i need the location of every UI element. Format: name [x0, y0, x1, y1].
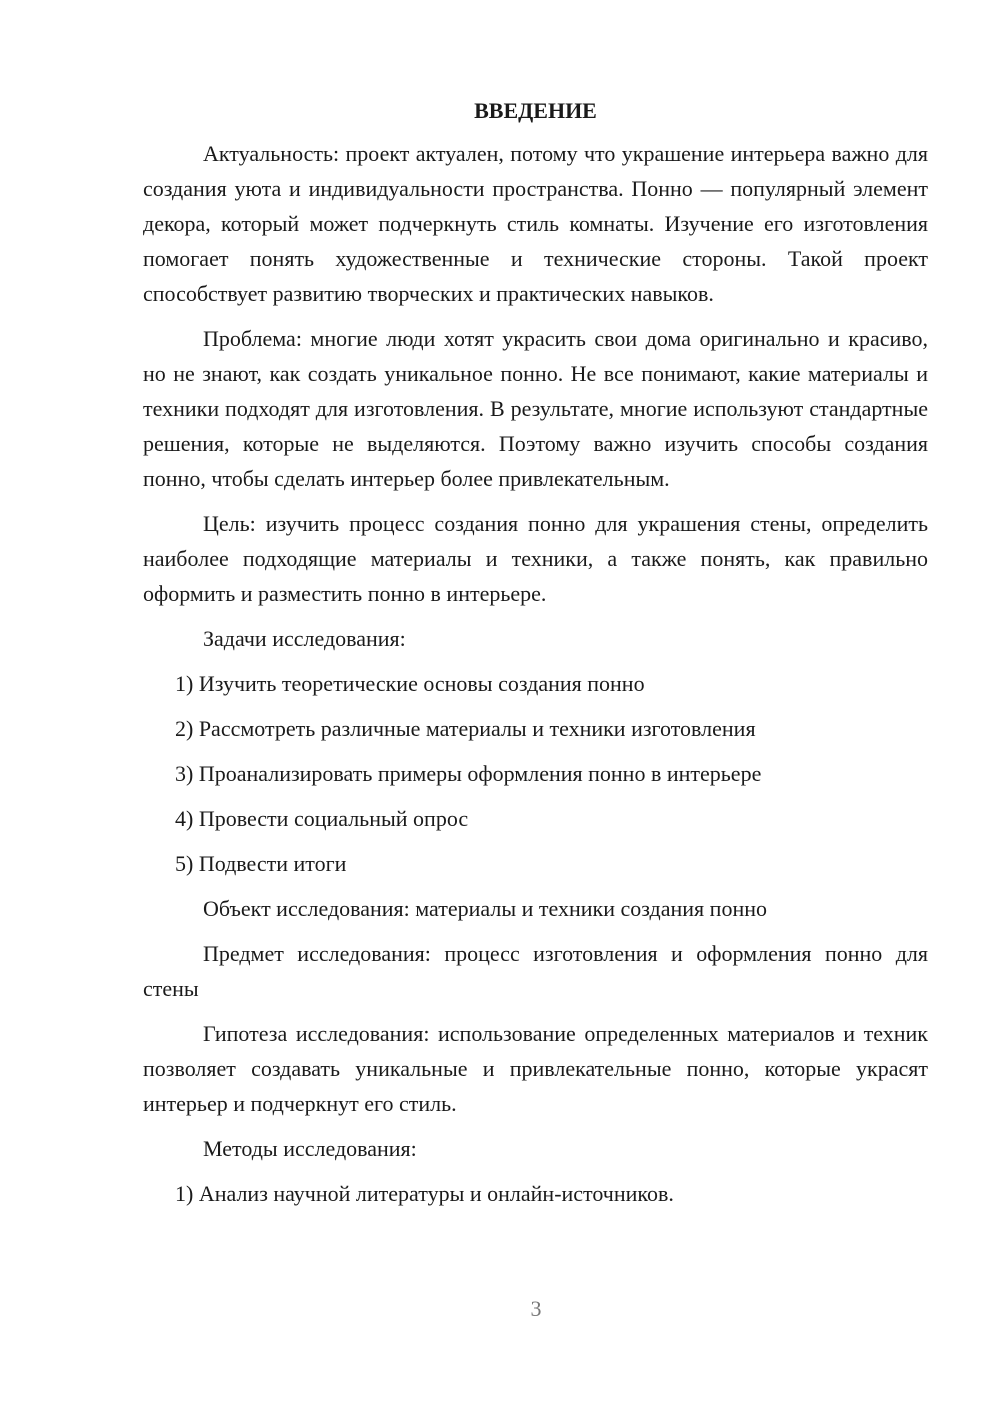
task-item-1: 1) Изучить теоретические основы создания понно	[175, 671, 645, 696]
research-subject: Предмет исследования: процесс изготовления и оформления понно для стены	[143, 941, 928, 1001]
task-item-4: 4) Провести социальный опрос	[175, 806, 469, 831]
relevance-paragraph: Актуальность: проект актуален, потому что украшение интерьера важно для создания уюта и индивидуальности пространства. Понно — популярный элемент декора, который может подчеркнуть стиль комнаты. Изучение его изготовления помогает понять художественные и технические стороны. Такой проект способствует развитию творческих и практических навыков.	[143, 141, 928, 306]
page-title: ВВЕДЕНИЕ	[474, 98, 597, 123]
research-object: Объект исследования: материалы и техники создания понно	[203, 896, 767, 921]
task-item-3: 3) Проанализировать примеры оформления понно в интерьере	[175, 761, 762, 786]
tasks-heading: Задачи исследования:	[203, 626, 406, 651]
method-item-1: 1) Анализ научной литературы и онлайн-источников.	[175, 1181, 674, 1206]
methods-heading: Методы исследования:	[203, 1136, 417, 1161]
document-page	[143, 96, 928, 1221]
page-number: 3	[530, 1296, 542, 1321]
research-hypothesis: Гипотеза исследования: использование определенных материалов и техник позволяет создавать уникальные и привлекательные понно, которые украсят интерьер и подчеркнут его стиль.	[143, 1021, 928, 1116]
goal-paragraph: Цель: изучить процесс создания понно для украшения стены, определить наиболее подходящие материалы и техники, а также понять, как правильно оформить и разместить понно в интерьере.	[143, 511, 928, 606]
problem-paragraph: Проблема: многие люди хотят украсить свои дома оригинально и красиво, но не знают, как создать уникальное понно. Не все понимают, какие материалы и техники подходят для изготовления. В результате, многие используют стандартные решения, которые не выделяются. Поэтому важно изучить способы создания понно, чтобы сделать интерьер более привлекательным.	[143, 326, 928, 491]
task-item-5: 5) Подвести итоги	[175, 851, 347, 876]
task-item-2: 2) Рассмотреть различные материалы и техники изготовления	[175, 716, 756, 741]
